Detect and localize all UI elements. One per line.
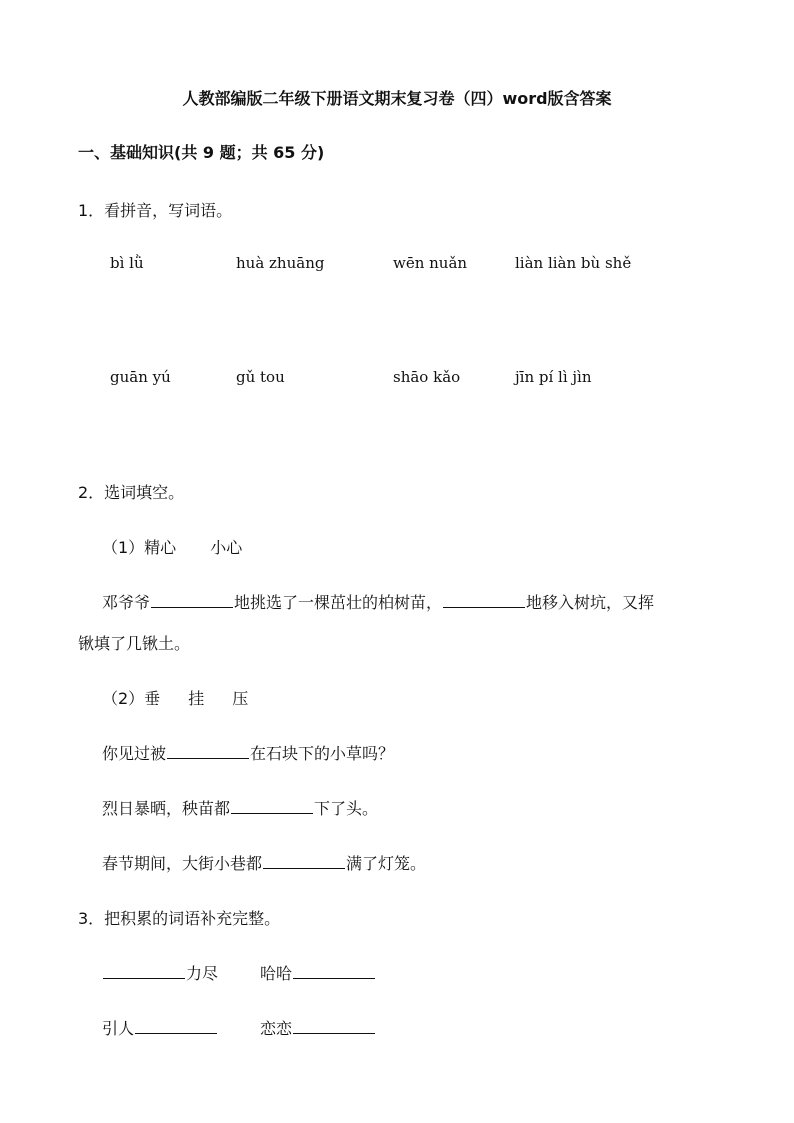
- answer-blank[interactable]: [151, 593, 233, 608]
- answer-blank[interactable]: [293, 964, 375, 979]
- option-label: （1）精心: [102, 538, 177, 557]
- answer-blank[interactable]: [231, 799, 313, 814]
- sentence-line: 邓爷爷 地挑选了一棵茁壮的柏树苗， 地移入树坑，又挥: [102, 593, 655, 612]
- answer-blank[interactable]: [263, 854, 345, 869]
- option-word: 小心: [210, 538, 243, 557]
- idiom-fill: 引人: [102, 1016, 218, 1039]
- pinyin-item: liàn liàn bù shě: [515, 254, 632, 272]
- answer-blank[interactable]: [135, 1019, 217, 1034]
- section-heading: 一、基础知识(共 9 题；共 65 分): [78, 143, 325, 162]
- page-title: 人教部编版二年级下册语文期末复习卷（四）word版含答案: [182, 89, 612, 108]
- idiom-fill: 恋恋: [260, 1016, 376, 1039]
- answer-blank[interactable]: [443, 593, 525, 608]
- idiom-fill: 哈哈: [260, 961, 376, 984]
- idiom-fill: 力尽: [102, 961, 218, 984]
- pinyin-item: shāo kǎo: [393, 368, 461, 386]
- question-2-label: 2．选词填空。: [78, 483, 185, 502]
- sentence-line: 春节期间，大街小巷都 满了灯笼。: [102, 854, 427, 873]
- pinyin-item: huà zhuāng: [236, 254, 325, 272]
- pinyin-item: bì lǜ: [110, 254, 144, 272]
- pinyin-item: jīn pí lì jìn: [515, 368, 592, 386]
- answer-blank[interactable]: [103, 964, 185, 979]
- sentence-line: 烈日暴晒，秧苗都 下了头。: [102, 799, 379, 818]
- sentence-line: 你见过被 在石块下的小草吗？: [102, 744, 395, 763]
- pinyin-item: wēn nuǎn: [393, 254, 468, 272]
- option-word: 挂: [188, 689, 205, 708]
- option-label: （2）垂: [102, 689, 161, 708]
- answer-blank[interactable]: [167, 744, 249, 759]
- question-3-label: 3．把积累的词语补充完整。: [78, 909, 281, 928]
- question-1-label: 1．看拼音，写词语。: [78, 201, 233, 220]
- answer-blank[interactable]: [293, 1019, 375, 1034]
- option-word: 压: [232, 689, 249, 708]
- sentence-continuation: 锹填了几锹土。: [78, 634, 191, 653]
- pinyin-item: gǔ tou: [236, 368, 285, 386]
- question-2-part-1-options: [102, 535, 242, 558]
- pinyin-item: guān yú: [110, 368, 171, 386]
- question-2-part-2-options: [102, 686, 248, 709]
